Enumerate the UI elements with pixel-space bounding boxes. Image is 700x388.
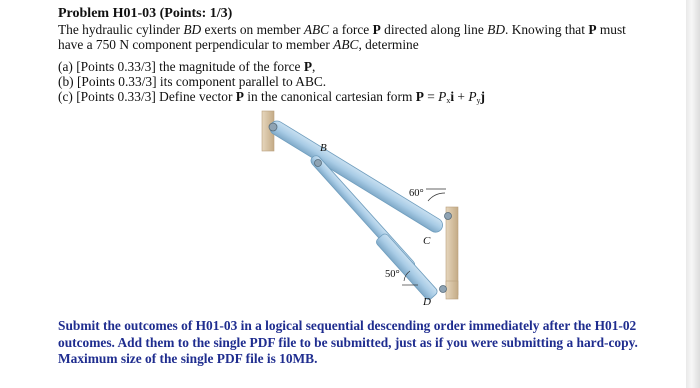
intro-line-2: have a 750 N component perpendicular to member ABC, determine — [58, 37, 419, 53]
bottom-wall-support — [446, 281, 458, 299]
problem-intro — [58, 22, 678, 52]
pin-b — [315, 160, 322, 167]
hydraulic-cylinder-bd — [309, 154, 439, 301]
pin-d — [440, 286, 447, 293]
label-angle-50: 50° — [385, 269, 400, 280]
label-d: D — [423, 296, 431, 308]
question-a: (a) [Points 0.33/3] the magnitude of the force P, — [58, 59, 316, 74]
question-b: (b) [Points 0.33/3] its component parallel to ABC. — [58, 74, 327, 90]
member-abc — [267, 118, 445, 234]
label-b: B — [320, 142, 327, 154]
pin-a — [269, 123, 277, 131]
problem-title: Problem H01-03 (Points: 1/3) — [58, 6, 233, 21]
hydraulic-cylinder-figure — [240, 105, 470, 310]
intro-line-1: The hydraulic cylinder BD exerts on member ABC a force P directed along line BD. Knowing that P must — [58, 22, 626, 37]
label-angle-60: 60° — [409, 188, 424, 199]
label-c: C — [423, 235, 431, 247]
question-c: (c) [Points 0.33/3] Define vector P in the canonical cartesian form $P = P_xi + P_yj$ — [58, 89, 485, 106]
pin-c — [445, 213, 452, 220]
page-edge-shadow — [686, 0, 700, 388]
question-list — [58, 59, 678, 109]
angle-arc-60 — [428, 193, 445, 201]
submit-instructions: Submit the outcomes of H01-03 in a logical sequential descending order immediately after the H01-02 outcomes. Add them to the single PDF file to be submitted, just as if you were submitting a hard-copy. Maximum size of the single PDF file is 10MB. — [58, 318, 638, 366]
